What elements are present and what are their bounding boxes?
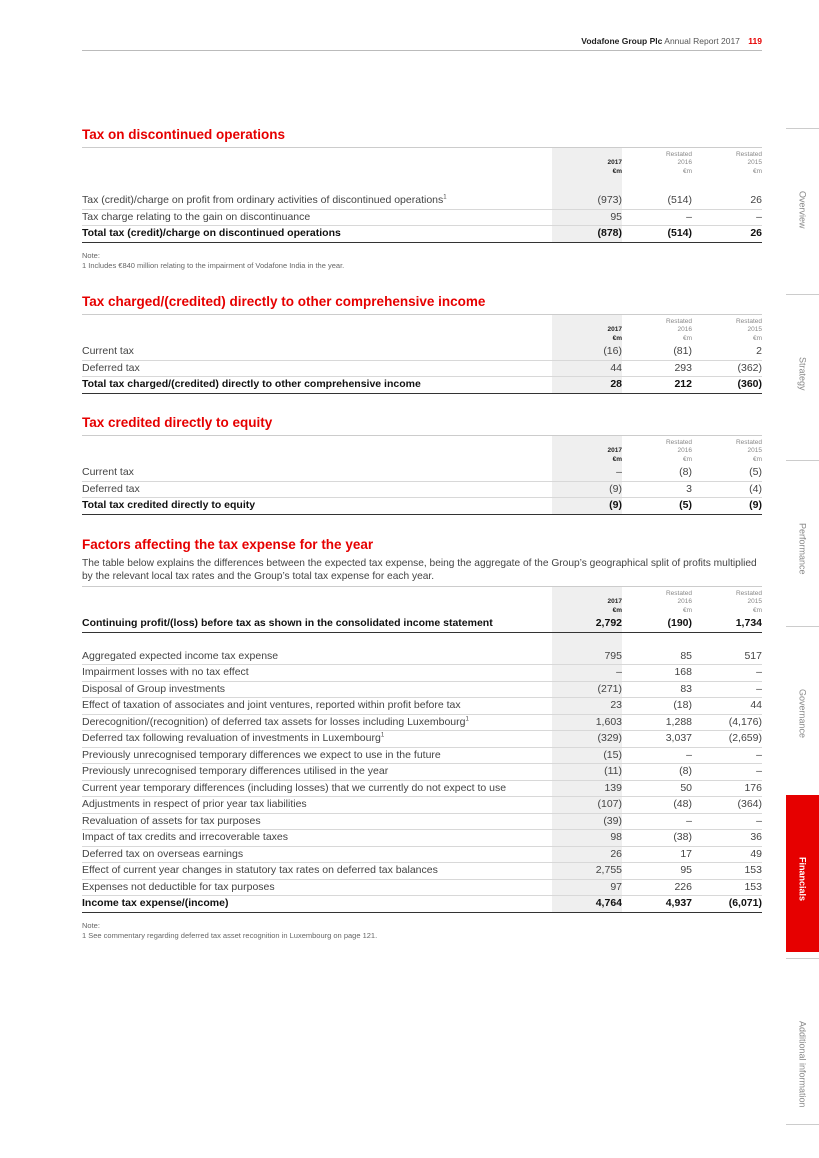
table-header-row	[82, 587, 762, 616]
section-title: Tax on discontinued operations	[82, 127, 286, 142]
row-label: Current tax	[82, 345, 134, 357]
table-row	[82, 846, 762, 863]
page-number: 119	[748, 36, 762, 46]
value-cell-2016: (48)	[622, 797, 692, 814]
value-cell-2016: 4,937	[622, 896, 692, 913]
row-label-cell	[82, 344, 552, 360]
row-label: Effect of taxation of associates and joint ventures, reported within profit before tax	[82, 699, 461, 711]
section-oci	[82, 293, 762, 394]
sidebar-tab-label: Governance	[797, 689, 808, 739]
value-cell-2016: (8)	[622, 465, 692, 481]
table-header-blank	[82, 315, 552, 344]
value-cell-2015: (4,176)	[692, 714, 762, 731]
row-label-cell	[82, 830, 552, 847]
value-cell-2017: –	[552, 465, 622, 481]
table-row	[82, 193, 762, 209]
sidebar-tab-label: Financials	[797, 857, 808, 902]
value-cell-2017: 95	[552, 209, 622, 226]
column-header-line2: 2016	[677, 326, 692, 333]
row-label-cell	[82, 714, 552, 731]
table-total-row	[82, 377, 762, 394]
value-cell-2017: 139	[552, 780, 622, 797]
value-cell-2017: 4,764	[552, 896, 622, 913]
row-label-cell	[82, 481, 552, 498]
value-cell-2016: –	[622, 813, 692, 830]
column-header	[552, 436, 622, 465]
value-cell-2015: 36	[692, 830, 762, 847]
value-cell-2016: –	[622, 209, 692, 226]
row-label: Income tax expense/(income)	[82, 897, 229, 909]
column-header-line2: 2015	[747, 447, 762, 454]
column-header	[692, 315, 762, 344]
row-label: Expenses not deductible for tax purposes	[82, 880, 275, 893]
value-cell-2016: 168	[622, 665, 692, 682]
value-cell-2016: 85	[622, 649, 692, 665]
row-label: Derecognition/(recognition) of deferred tax assets for losses including Luxembourg	[82, 715, 466, 728]
row-label: Disposal of Group investments	[82, 682, 225, 695]
column-header	[692, 436, 762, 465]
section-intro: The table below explains the differences between the expected tax expense, being the aggregate of the Group’s geographical split of profits multiplied by the relevant local tax rates and the Group’s total tax expense for each year.	[82, 558, 757, 582]
sidebar-tab-additional-information[interactable]	[786, 958, 819, 1125]
value-cell-2017: –	[552, 665, 622, 682]
row-label-cell	[82, 879, 552, 896]
sidebar-tab-label: Additional information	[797, 1021, 808, 1108]
column-header	[552, 587, 622, 616]
row-label: Impact of tax credits and irrecoverable taxes	[82, 831, 289, 843]
column-header-line3: €m	[752, 334, 762, 342]
row-label-cell	[82, 360, 552, 377]
footnote-text: 1 Includes €840 million relating to the impairment of Vodafone India in the year.	[82, 260, 345, 270]
footnote-title: Note:	[82, 250, 100, 260]
column-header-line1	[552, 590, 622, 599]
column-header-line3: €m	[752, 167, 762, 175]
column-header-line2: 2015	[747, 598, 762, 605]
column-header-line3: €m	[682, 606, 692, 614]
table-total-row	[82, 616, 762, 632]
row-label: Aggregated expected income tax expense	[82, 649, 279, 662]
value-cell-2015: 176	[692, 780, 762, 797]
value-cell-2015: (5)	[692, 465, 762, 481]
column-header-line1	[552, 318, 622, 327]
value-cell-2017: 795	[552, 649, 622, 665]
table-total-row	[82, 226, 762, 243]
row-label: Impairment losses with no tax effect	[82, 666, 249, 678]
table-row	[82, 764, 762, 781]
table-row	[82, 797, 762, 814]
value-cell-2015: –	[692, 813, 762, 830]
table-header-row	[82, 315, 762, 344]
value-cell-2016: (38)	[622, 830, 692, 847]
footnote-marker: 1	[380, 732, 385, 739]
footnote-marker: 1	[443, 194, 447, 201]
value-cell-2015: 49	[692, 846, 762, 863]
table-row	[82, 698, 762, 715]
footnote-title: Note:	[82, 920, 100, 930]
value-cell-2017: 28	[552, 377, 622, 394]
sidebar-tab-overview[interactable]	[786, 128, 819, 294]
value-cell-2017: (973)	[552, 193, 622, 209]
value-cell-2015: 153	[692, 879, 762, 896]
value-cell-2016: (514)	[622, 193, 692, 209]
sidebar-tab-governance[interactable]	[786, 626, 819, 792]
value-cell-2015: –	[692, 665, 762, 682]
value-cell-2016: (18)	[622, 698, 692, 715]
sidebar-tab-strategy[interactable]	[786, 294, 819, 460]
row-label: Current year temporary differences (including losses) that we currently do not expect to use	[82, 781, 507, 794]
value-cell-2015: (364)	[692, 797, 762, 814]
column-header-line3: €m	[682, 455, 692, 463]
header-brand: Vodafone Group Plc	[581, 36, 663, 46]
table-row	[82, 714, 762, 731]
value-cell-2015: –	[692, 764, 762, 781]
value-cell-2016: (5)	[622, 498, 692, 515]
value-cell-2015: 153	[692, 863, 762, 880]
value-cell-2016: (514)	[622, 226, 692, 243]
sidebar-tab-performance[interactable]	[786, 460, 819, 626]
table-header-row	[82, 148, 762, 177]
table-row	[82, 465, 762, 481]
header-report-title: Annual Report 2017	[664, 36, 740, 46]
table-row	[82, 360, 762, 377]
column-header-line3: €m	[612, 334, 622, 342]
value-cell-2016: 50	[622, 780, 692, 797]
row-label-cell	[82, 226, 552, 243]
row-label: Total tax (credit)/charge on discontinued operations	[82, 227, 341, 239]
column-header-line1: Restated	[665, 317, 692, 325]
row-label-cell	[82, 797, 552, 814]
footnote	[82, 921, 762, 941]
value-cell-2017: 23	[552, 698, 622, 715]
column-header	[552, 148, 622, 177]
value-cell-2016: 1,288	[622, 714, 692, 731]
value-cell-2017: (9)	[552, 498, 622, 515]
tax-table	[82, 436, 762, 515]
value-cell-2017: (329)	[552, 731, 622, 748]
value-cell-2015: (9)	[692, 498, 762, 515]
value-cell-2017: (16)	[552, 344, 622, 360]
row-label-cell	[82, 863, 552, 880]
row-label: Previously unrecognised temporary differences utilised in the year	[82, 765, 389, 777]
table-spacer-row	[82, 632, 762, 649]
value-cell-2015: –	[692, 747, 762, 764]
table-row	[82, 780, 762, 797]
row-label-cell	[82, 896, 552, 913]
row-label: Continuing profit/(loss) before tax as shown in the consolidated income statement	[82, 617, 493, 629]
value-cell-2015: 44	[692, 698, 762, 715]
row-label: Deferred tax	[82, 361, 140, 374]
column-header-line3: €m	[612, 167, 622, 175]
column-header-line3: €m	[612, 455, 622, 463]
value-cell-2016: (81)	[622, 344, 692, 360]
value-cell-2017: 2,755	[552, 863, 622, 880]
sidebar-tab-financials[interactable]	[786, 795, 819, 952]
column-header-line3: €m	[682, 334, 692, 342]
table-header-blank	[82, 148, 552, 177]
row-label-cell	[82, 465, 552, 481]
row-label-cell	[82, 698, 552, 715]
row-label-cell	[82, 193, 552, 209]
table-row	[82, 649, 762, 665]
column-header-line3: €m	[752, 455, 762, 463]
section-title: Factors affecting the tax expense for the year	[82, 537, 374, 552]
value-cell-2016: 3,037	[622, 731, 692, 748]
row-label-cell	[82, 813, 552, 830]
column-header-line1: Restated	[735, 438, 762, 446]
value-cell-2017: (11)	[552, 764, 622, 781]
section-title: Tax credited directly to equity	[82, 415, 273, 430]
column-header-line3: €m	[752, 606, 762, 614]
row-label-cell	[82, 665, 552, 682]
value-cell-2016: –	[622, 747, 692, 764]
section-title: Tax charged/(credited) directly to other comprehensive income	[82, 294, 486, 309]
column-header-line1	[552, 439, 622, 448]
row-label-cell	[82, 616, 552, 632]
value-cell-2017: (878)	[552, 226, 622, 243]
section-discontinued	[82, 126, 762, 271]
value-cell-2016: 83	[622, 681, 692, 698]
table-total-row	[82, 498, 762, 515]
value-cell-2015: 2	[692, 344, 762, 360]
column-header-line3: €m	[682, 167, 692, 175]
table-row	[82, 747, 762, 764]
sidebar-tab-label: Strategy	[797, 357, 808, 391]
value-cell-2015: 517	[692, 649, 762, 665]
row-label: Tax (credit)/charge on profit from ordinary activities of discontinued operations	[82, 194, 444, 206]
row-label: Tax charge relating to the gain on discontinuance	[82, 210, 311, 223]
value-cell-2015: (360)	[692, 377, 762, 394]
column-header-line2: 2015	[747, 159, 762, 166]
table-row	[82, 879, 762, 896]
row-label: Deferred tax on overseas earnings	[82, 847, 244, 860]
column-header	[692, 148, 762, 177]
value-cell-2017: 2,792	[552, 616, 622, 632]
row-label: Total tax charged/(credited) directly to other comprehensive income	[82, 378, 421, 390]
row-label: Deferred tax following revaluation of investments in Luxembourg	[82, 732, 381, 744]
column-header	[622, 436, 692, 465]
column-header-line2: 2017	[607, 598, 622, 605]
table-header-blank	[82, 587, 552, 616]
table-total-row	[82, 896, 762, 913]
value-cell-2015: –	[692, 681, 762, 698]
column-header	[692, 587, 762, 616]
sidebar-tab-label: Overview	[797, 191, 808, 229]
value-cell-2017: (39)	[552, 813, 622, 830]
row-label-cell	[82, 731, 552, 748]
table-row	[82, 481, 762, 498]
row-label-cell	[82, 377, 552, 394]
tax-table	[82, 315, 762, 394]
row-label-cell	[82, 649, 552, 665]
value-cell-2017: (15)	[552, 747, 622, 764]
column-header-line1: Restated	[665, 589, 692, 597]
column-header-line1: Restated	[735, 150, 762, 158]
value-cell-2016: 17	[622, 846, 692, 863]
value-cell-2015: (362)	[692, 360, 762, 377]
row-label: Revaluation of assets for tax purposes	[82, 814, 261, 827]
table-row	[82, 209, 762, 226]
value-cell-2016: 293	[622, 360, 692, 377]
footnote-marker: 1	[465, 716, 469, 722]
table-row	[82, 681, 762, 698]
value-cell-2016: 226	[622, 879, 692, 896]
value-cell-2015: 26	[692, 226, 762, 243]
sidebar-tab-label: Performance	[797, 523, 808, 575]
row-label-cell	[82, 747, 552, 764]
column-header	[622, 587, 692, 616]
value-cell-2017: 26	[552, 846, 622, 863]
value-cell-2017: 1,603	[552, 714, 622, 731]
value-cell-2016: (190)	[622, 616, 692, 632]
column-header-line1: Restated	[735, 589, 762, 597]
column-header-line2: 2017	[607, 326, 622, 333]
column-header-line2: 2016	[677, 447, 692, 454]
row-label-cell	[82, 681, 552, 698]
column-header-line3: €m	[612, 606, 622, 614]
table-row	[82, 665, 762, 682]
column-header	[622, 148, 692, 177]
value-cell-2015: (6,071)	[692, 896, 762, 913]
row-label: Effect of current year changes in statutory tax rates on deferred tax balances	[82, 864, 438, 876]
row-label: Total tax credited directly to equity	[82, 499, 256, 511]
value-cell-2017: 98	[552, 830, 622, 847]
row-label-cell	[82, 846, 552, 863]
column-header-line1: Restated	[665, 150, 692, 158]
column-header-line2: 2016	[677, 159, 692, 166]
value-cell-2016: (8)	[622, 764, 692, 781]
table-spacer-row	[82, 177, 762, 193]
value-cell-2016: 212	[622, 377, 692, 394]
table-header-blank	[82, 436, 552, 465]
value-cell-2015: 1,734	[692, 616, 762, 632]
column-header-line2: 2017	[607, 447, 622, 454]
row-label-cell	[82, 209, 552, 226]
value-cell-2015: –	[692, 209, 762, 226]
value-cell-2015: 26	[692, 193, 762, 209]
page-header	[82, 36, 762, 46]
header-divider	[82, 50, 762, 51]
table-header-row	[82, 436, 762, 465]
tax-table	[82, 587, 762, 913]
row-label: Previously unrecognised temporary differences we expect to use in the future	[82, 748, 441, 761]
column-header-line1: Restated	[735, 317, 762, 325]
column-header-line2: 2017	[607, 159, 622, 166]
column-header-line2: 2015	[747, 326, 762, 333]
row-label-cell	[82, 780, 552, 797]
value-cell-2017: (271)	[552, 681, 622, 698]
section-factors	[82, 536, 762, 941]
table-row	[82, 830, 762, 847]
section-equity	[82, 414, 762, 515]
footnote-text: 1 See commentary regarding deferred tax asset recognition in Luxembourg on page 121.	[82, 930, 378, 940]
column-header-line1	[552, 151, 622, 160]
table-row	[82, 863, 762, 880]
value-cell-2015: (4)	[692, 481, 762, 498]
row-label-cell	[82, 764, 552, 781]
value-cell-2016: 95	[622, 863, 692, 880]
row-label: Current tax	[82, 466, 134, 478]
value-cell-2017: 97	[552, 879, 622, 896]
value-cell-2015: (2,659)	[692, 731, 762, 748]
tax-table	[82, 148, 762, 243]
value-cell-2016: 3	[622, 481, 692, 498]
column-header	[622, 315, 692, 344]
value-cell-2017: 44	[552, 360, 622, 377]
table-row	[82, 813, 762, 830]
row-label: Deferred tax	[82, 482, 140, 495]
value-cell-2017: (107)	[552, 797, 622, 814]
column-header-line2: 2016	[677, 598, 692, 605]
row-label: Adjustments in respect of prior year tax liabilities	[82, 798, 307, 810]
footnote	[82, 251, 762, 271]
row-label-cell	[82, 498, 552, 515]
column-header-line1: Restated	[665, 438, 692, 446]
table-row	[82, 344, 762, 360]
column-header	[552, 315, 622, 344]
value-cell-2017: (9)	[552, 481, 622, 498]
table-row	[82, 731, 762, 748]
